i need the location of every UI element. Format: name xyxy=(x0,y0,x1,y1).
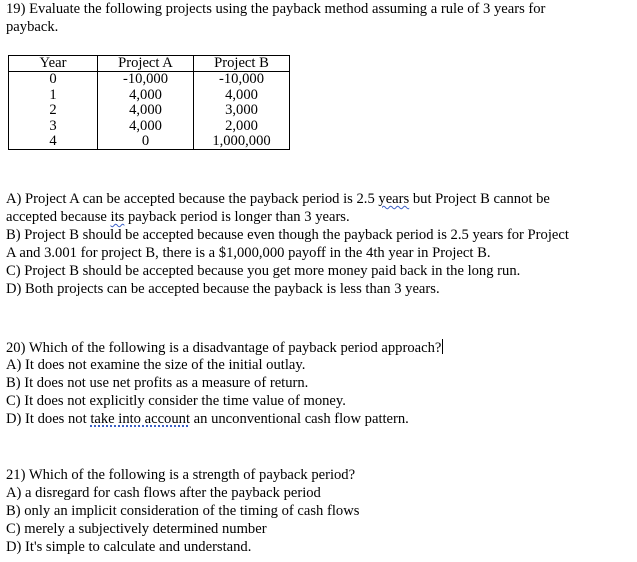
table-row xyxy=(9,88,290,103)
q19-option-a2-text: accepted because xyxy=(6,209,111,225)
cell-project-b: 1,000,000 xyxy=(194,134,290,150)
cell-project-b: 3,000 xyxy=(194,103,290,118)
header-project-a: Project A xyxy=(98,56,194,72)
q20-option-d-flagged-phrase: take into account xyxy=(90,411,190,427)
header-year: Year xyxy=(9,56,98,72)
q20-question-text: 20) Which of the following is a disadvantage of payback period approach? xyxy=(6,340,442,356)
table-row xyxy=(9,103,290,118)
q20-option-c: C) It does not explicitly consider the time value of money. xyxy=(6,393,346,409)
q19-option-a2-text-end: payback period is longer than 3 years. xyxy=(124,209,350,225)
q20-option-a: A) It does not examine the size of the initial outlay. xyxy=(6,357,306,373)
cell-year: 3 xyxy=(9,119,98,134)
table-header-row xyxy=(9,56,290,72)
q20-option-b: B) It does not use net profits as a measure of return. xyxy=(6,375,309,391)
cell-year: 0 xyxy=(9,72,98,88)
payback-table xyxy=(8,55,290,150)
q20-question[interactable] xyxy=(6,339,443,357)
q19-option-a-line-1 xyxy=(6,191,550,208)
q20-option-d-text: D) It does not xyxy=(6,411,91,427)
q21-option-c: C) merely a subjectively determined number xyxy=(6,521,267,537)
q19-option-a-text: A) Project A can be accepted because the payback period is 2.5 xyxy=(6,191,379,207)
q21-option-d: D) It's simple to calculate and understand. xyxy=(6,539,252,555)
q19-option-d: D) Both projects can be accepted because the payback is less than 3 years. xyxy=(6,281,440,297)
q19-option-a2-flagged-word: its xyxy=(110,209,125,225)
q19-option-b-line-1: B) Project B should be accepted because even though the payback period is 2.5 years for Project xyxy=(6,227,569,243)
cell-year: 2 xyxy=(9,103,98,118)
cell-project-b: -10,000 xyxy=(194,72,290,88)
q19-option-a-text-end: but Project B cannot be xyxy=(409,191,550,207)
cell-year: 1 xyxy=(9,88,98,103)
cell-project-a: -10,000 xyxy=(98,72,194,88)
cell-project-a: 4,000 xyxy=(98,103,194,118)
q21-question: 21) Which of the following is a strength of payback period? xyxy=(6,467,356,483)
cell-project-b: 2,000 xyxy=(194,119,290,134)
table-row xyxy=(9,119,290,134)
q19-option-a-line-2 xyxy=(6,209,350,226)
q19-option-c: C) Project B should be accepted because you get more money paid back in the long run. xyxy=(6,263,521,279)
cell-project-a: 4,000 xyxy=(98,88,194,103)
q21-option-a: A) a disregard for cash flows after the payback period xyxy=(6,485,321,501)
cell-project-a: 4,000 xyxy=(98,119,194,134)
cell-project-b: 4,000 xyxy=(194,88,290,103)
cell-year: 4 xyxy=(9,134,98,150)
text-cursor xyxy=(442,339,443,354)
q19-option-a-flagged-word: years xyxy=(378,191,410,207)
q19-question-line-2: payback. xyxy=(6,19,59,35)
table-row xyxy=(9,72,290,88)
q20-option-d-text-end: an unconventional cash flow pattern. xyxy=(190,411,409,427)
table-row xyxy=(9,134,290,150)
header-project-b: Project B xyxy=(194,56,290,72)
cell-project-a: 0 xyxy=(98,134,194,150)
q20-option-d xyxy=(6,411,409,428)
q21-option-b: B) only an implicit consideration of the timing of cash flows xyxy=(6,503,360,519)
q19-question-line-1: 19) Evaluate the following projects using the payback method assuming a rule of 3 years for xyxy=(6,1,546,17)
q19-option-b-line-2: A and 3.001 for project B, there is a $1,000,000 payoff in the 4th year in Project B. xyxy=(6,245,491,261)
